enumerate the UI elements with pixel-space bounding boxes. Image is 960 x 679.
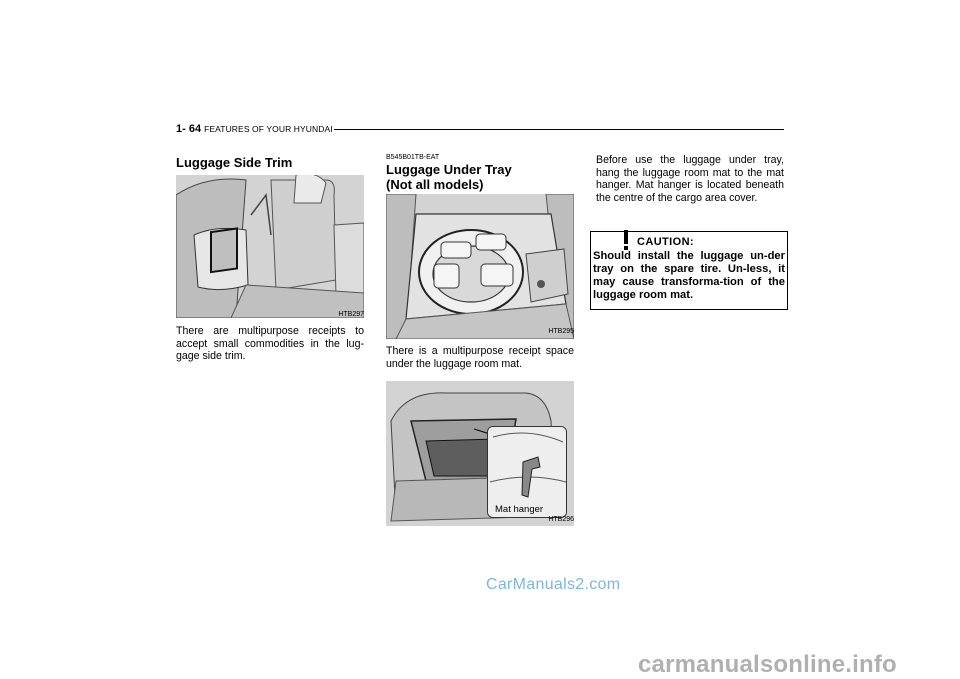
- luggage-under-tray-text: There is a multipurpose receipt space under the luggage room mat.: [386, 345, 574, 370]
- carmanualsonline-watermark[interactable]: carmanualsonline.info: [638, 651, 897, 678]
- page-number: 1- 64: [176, 123, 202, 135]
- luggage-side-trim-illustration: [176, 175, 364, 318]
- luggage-under-tray-title: [386, 162, 512, 192]
- page-header: [176, 123, 333, 135]
- caution-title: CAUTION:: [637, 236, 694, 248]
- luggage-side-trim-figure: [176, 175, 364, 318]
- luggage-under-tray-illustration: [386, 194, 574, 339]
- header-divider: [334, 129, 784, 130]
- section-title: FEATURES OF YOUR HYUNDAI: [204, 124, 333, 134]
- reference-code: B545B01TB-EAT: [386, 154, 440, 161]
- mat-hanger-instruction-text: Before use the luggage under tray, hang the luggage room mat to the mat hanger. Mat hanger is located beneath the centre of the cargo area cover.: [596, 154, 784, 204]
- figure-code-htb297: HTB297: [338, 311, 364, 318]
- figure-code-htb295: HTB295: [548, 328, 574, 335]
- carmanuals2-watermark[interactable]: CarManuals2.com: [486, 576, 621, 593]
- mat-hanger-label: Mat hanger: [495, 504, 544, 515]
- luggage-under-tray-figure: [386, 194, 574, 339]
- warning-exclamation-icon: [613, 228, 639, 252]
- figure-code-htb296: HTB296: [548, 516, 574, 523]
- luggage-side-trim-title: Luggage Side Trim: [176, 155, 293, 170]
- luggage-under-tray-title-line1: Luggage Under Tray: [386, 162, 512, 177]
- luggage-under-tray-title-line2: (Not all models): [386, 177, 484, 192]
- luggage-side-trim-text: There are multipurpose receipts to accept small commodities in the lug-gage side trim.: [176, 325, 364, 362]
- caution-box: [590, 231, 788, 310]
- caution-text: Should install the luggage un-der tray on the spare tire. Un-less, it may cause transforma-tion of the luggage room mat.: [593, 250, 785, 301]
